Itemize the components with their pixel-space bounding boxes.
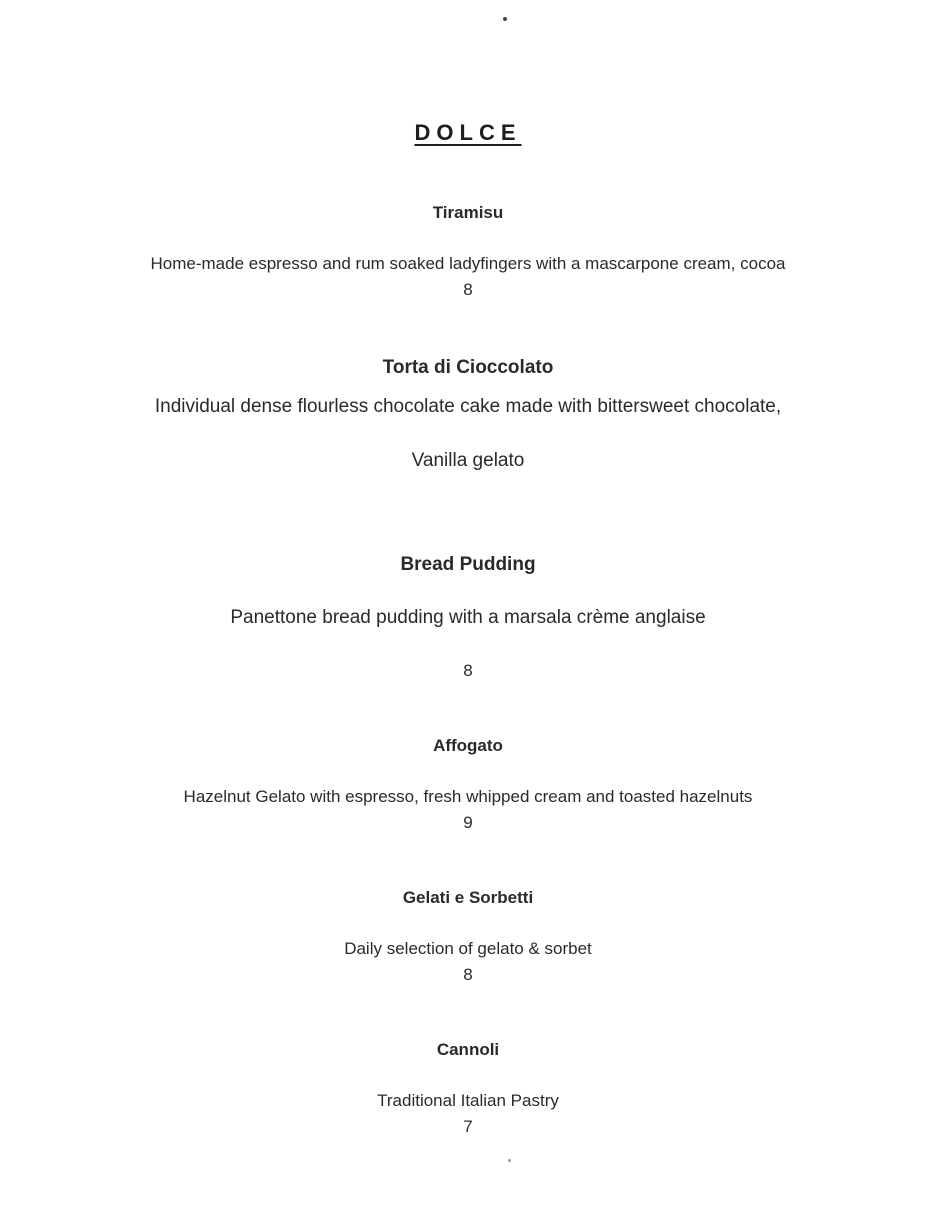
item-price-cannoli: 7 <box>463 1117 473 1136</box>
scan-speck <box>508 1159 511 1162</box>
item-name-affogato: Affogato <box>433 736 503 755</box>
item-name-gelati-e-sorbetti: Gelati e Sorbetti <box>402 888 534 907</box>
item-description-cannoli: Traditional Italian Pastry <box>377 1091 559 1110</box>
item-name-cannoli: Cannoli <box>436 1040 500 1059</box>
item-name-bread-pudding: Bread Pudding <box>400 554 536 575</box>
item-name-tiramisu: Tiramisu <box>432 203 504 222</box>
item-description-tiramisu: Home-made espresso and rum soaked ladyfingers with a mascarpone cream, cocoa <box>150 254 786 273</box>
menu-title: DOLCE <box>414 120 522 145</box>
item-price-gelati-e-sorbetti: 8 <box>463 965 473 984</box>
item-description-affogato: Hazelnut Gelato with espresso, fresh whipped cream and toasted hazelnuts <box>183 787 753 806</box>
item-price-tiramisu: 8 <box>463 280 473 299</box>
item-price-affogato: 9 <box>463 813 473 832</box>
item-description-torta-di-cioccolato: Individual dense flourless chocolate cake made with bittersweet chocolate, <box>154 396 782 417</box>
item-description-torta-di-cioccolato-line2: Vanilla gelato <box>411 450 525 471</box>
item-price-bread-pudding: 8 <box>463 661 473 680</box>
scan-speck <box>503 17 507 21</box>
item-description-bread-pudding: Panettone bread pudding with a marsala crème anglaise <box>230 607 706 628</box>
item-description-gelati-e-sorbetti: Daily selection of gelato & sorbet <box>344 939 592 958</box>
item-name-torta-di-cioccolato: Torta di Cioccolato <box>382 357 554 378</box>
